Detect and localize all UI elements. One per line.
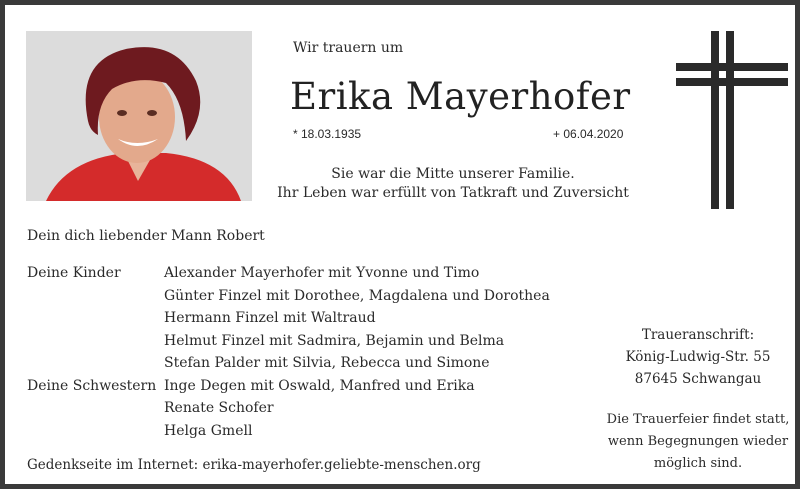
address-line: Traueranschrift: — [641, 327, 755, 343]
child-entry: Günter Finzel mit Dorothee, Magdalena und Dorothea — [164, 288, 550, 304]
quote — [273, 165, 633, 203]
sister-entry: Inge Degen mit Oswald, Manfred und Erika — [164, 378, 475, 394]
address-line: 87645 Schwangau — [634, 371, 762, 387]
child-entry: Helmut Finzel mit Sadmira, Bejamin und Belma — [164, 333, 505, 349]
children-label: Deine Kinder — [27, 265, 121, 281]
child-entry: Hermann Finzel mit Waltraud — [164, 310, 376, 326]
funeral-line: möglich sind. — [653, 456, 743, 471]
signature: Dein dich liebender Mann Robert — [27, 228, 265, 244]
quote-line: Sie war die Mitte unserer Familie. — [331, 166, 575, 182]
child-entry: Stefan Palder mit Silvia, Rebecca und Simone — [164, 355, 490, 371]
birth-date: * 18.03.1935 — [293, 127, 362, 141]
sisters-label: Deine Schwestern — [27, 378, 157, 394]
cross-icon — [676, 31, 788, 209]
funeral-line: Die Trauerfeier findet statt, — [606, 412, 790, 427]
intro-text: Wir trauern um — [293, 40, 404, 56]
child-entry: Alexander Mayerhofer mit Yvonne und Timo — [164, 265, 480, 281]
mourning-address — [603, 324, 793, 390]
quote-line: Ihr Leben war erfüllt von Tatkraft und Zuversicht — [277, 185, 629, 201]
deceased-name: Erika Mayerhofer — [290, 75, 631, 118]
death-date: + 06.04.2020 — [553, 127, 624, 141]
funeral-info — [603, 409, 793, 475]
memorial-page-link[interactable]: Gedenkseite im Internet: erika-mayerhofer.geliebte-menschen.org — [27, 457, 481, 473]
address-line: König-Ludwig-Str. 55 — [625, 349, 771, 365]
funeral-line: wenn Begegnungen wieder — [607, 434, 789, 449]
sister-entry: Helga Gmell — [164, 423, 253, 439]
sister-entry: Renate Schofer — [164, 400, 274, 416]
portrait-photo — [26, 31, 252, 201]
